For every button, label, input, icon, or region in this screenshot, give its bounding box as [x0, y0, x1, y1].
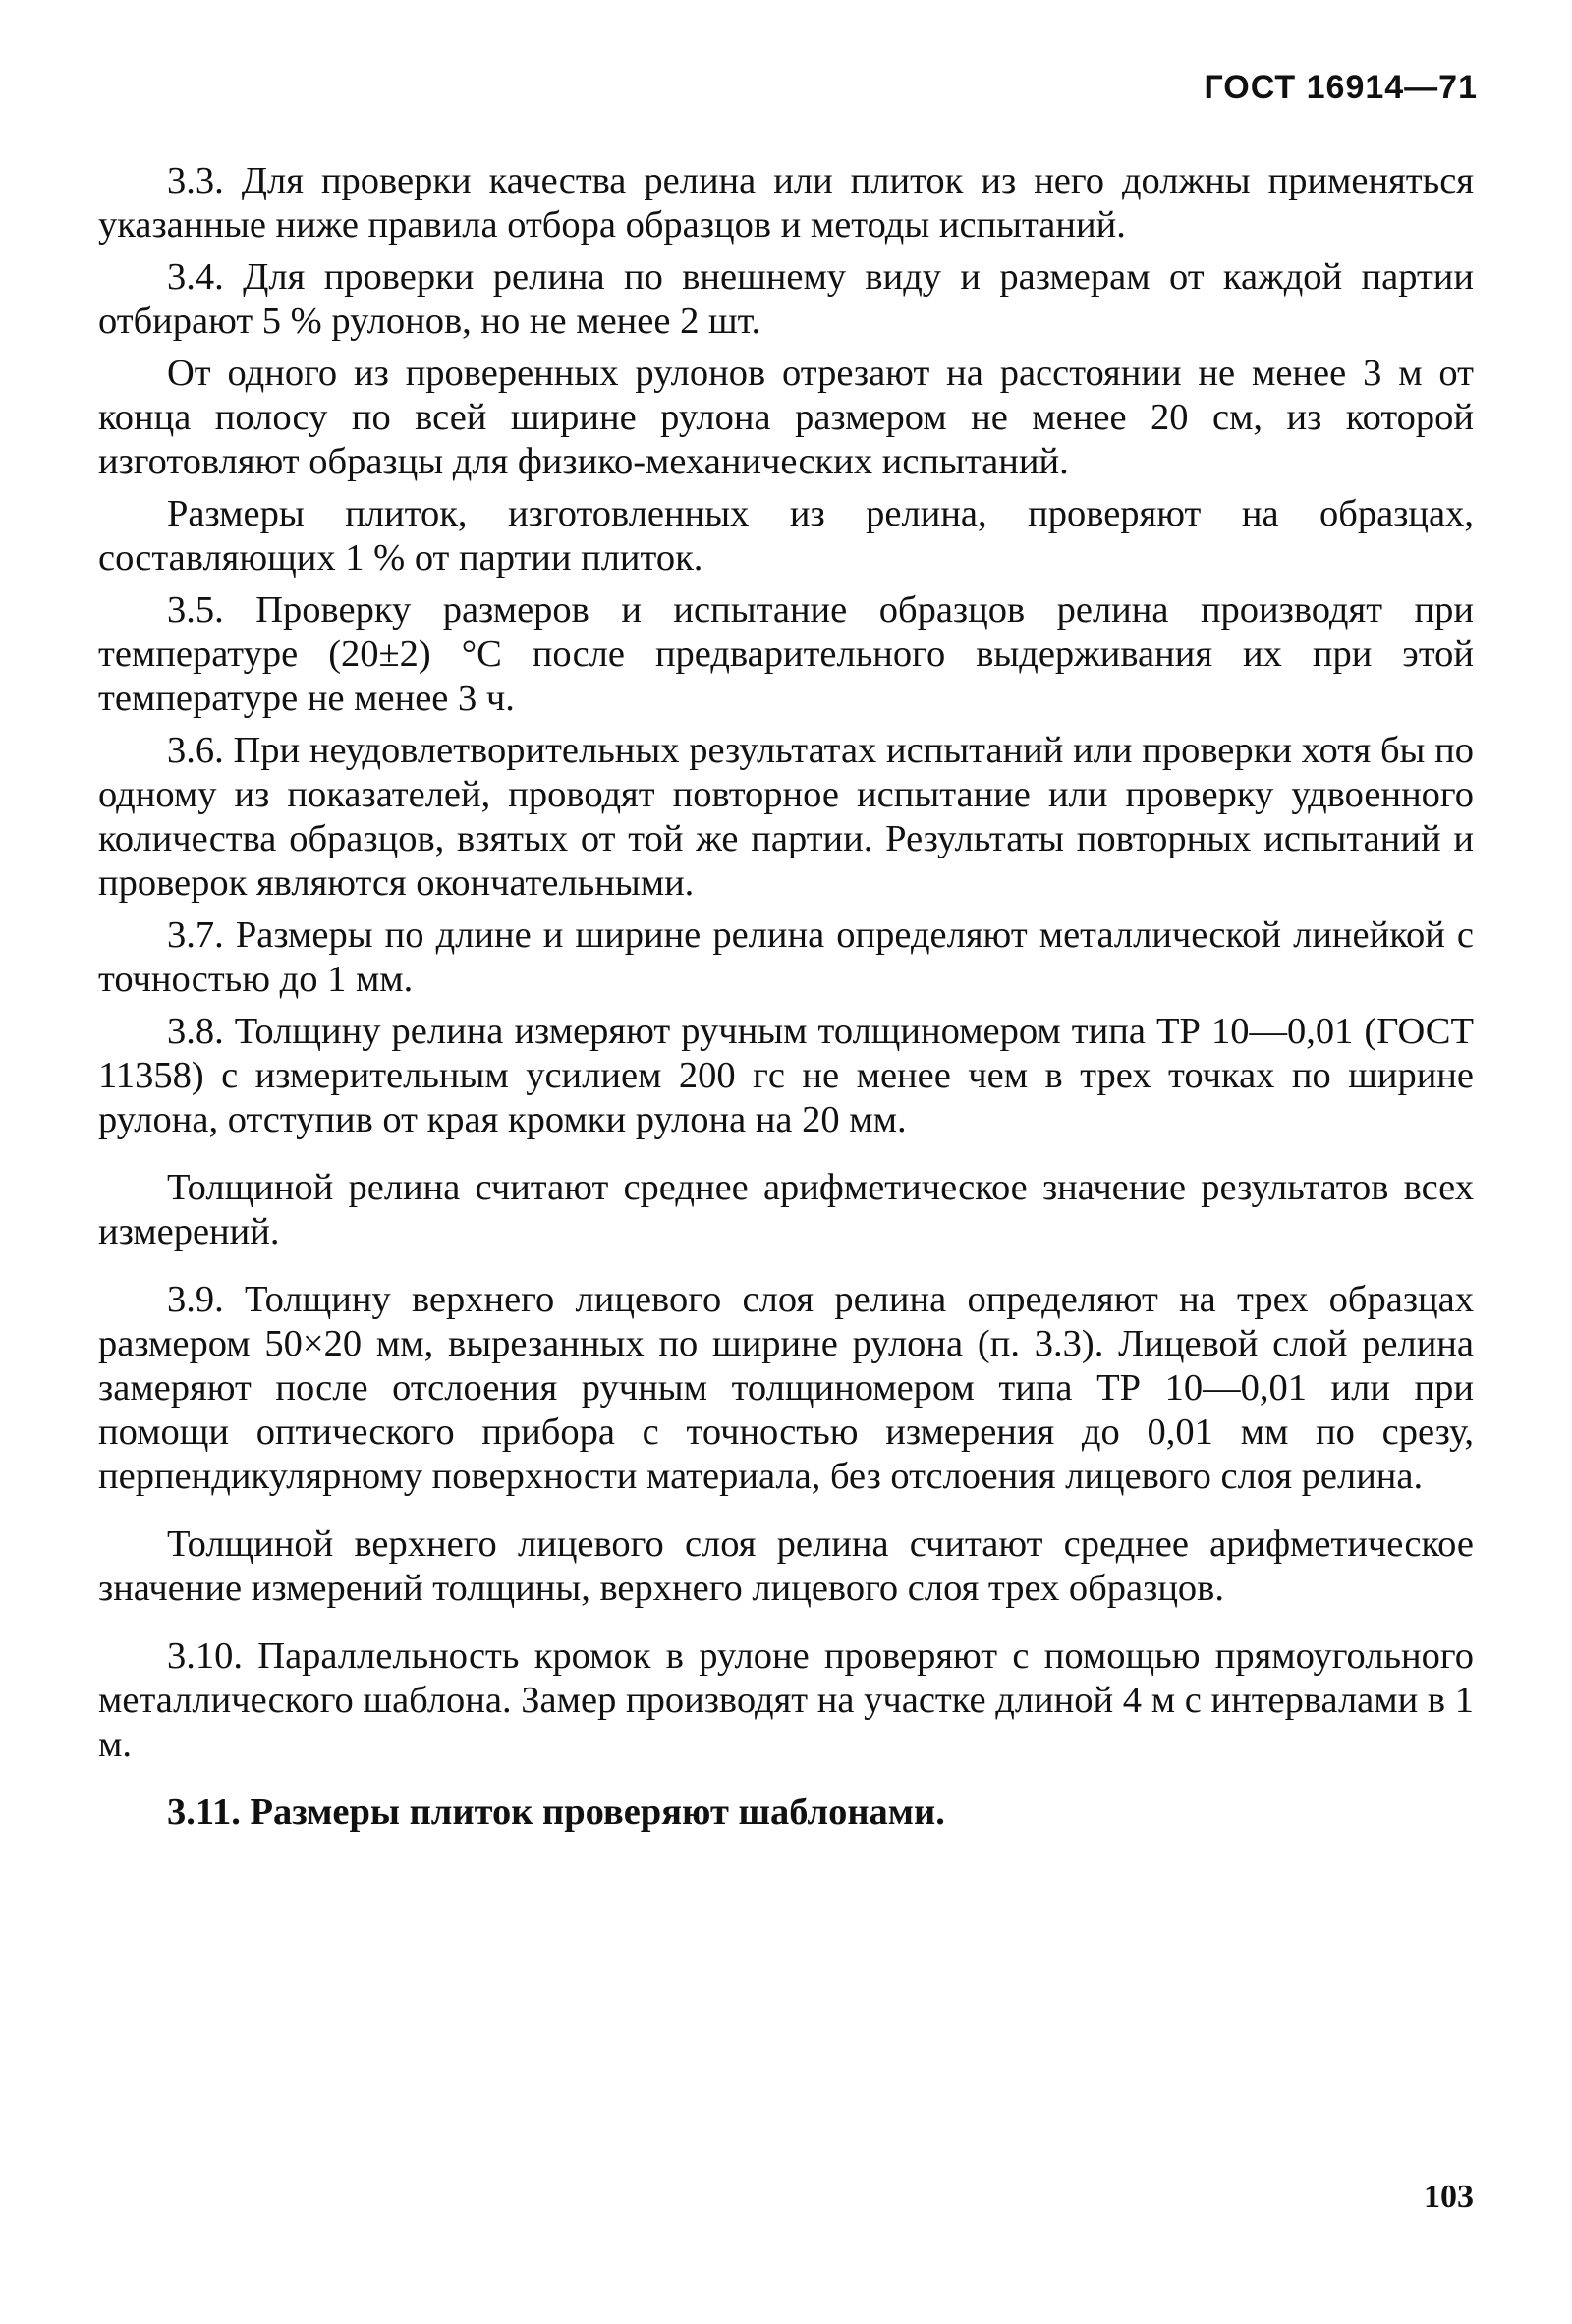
paragraph-3-6: 3.6. При неудовлетворительных результатах испытаний или проверки хотя бы по одному из показателей, проводят повторное испытание или проверку удвоенного количества образцов, взятых от той же партии. Результаты повторных испытаний и проверок являются окончательными. — [98, 730, 1474, 904]
paragraph-face-layer-mean: Толщиной верхнего лицевого слоя релина считают среднее арифметическое значение измерений толщины, верхнего лицевого слоя трех образцов. — [98, 1523, 1474, 1609]
paragraph-thickness-mean: Толщиной релина считают среднее арифметическое значение результатов всех измерений. — [98, 1167, 1474, 1252]
paragraph-3-11: 3.11. Размеры плиток проверяют шаблонами. — [167, 1792, 945, 1833]
running-header: ГОСТ 16914—71 — [1204, 69, 1478, 106]
paragraph-3-8: 3.8. Толщину релина измеряют ручным толщиномером типа ТР 10—0,01 (ГОСТ 11358) с измерительным усилием 200 гс не менее чем в трех точках по ширине рулона, отступив от края кромки рулона на 20 мм. — [98, 1011, 1474, 1140]
paragraph-3-10: 3.10. Параллельность кромок в рулоне проверяют с помощью прямоугольного металлического шаблона. Замер производят на участке длиной 4 м с интервалами в 1 м. — [98, 1635, 1474, 1765]
paragraph-3-5: 3.5. Проверку размеров и испытание образцов релина производят при температуре (20±2) °С после предварительного выдерживания их при этой температуре не менее 3 ч. — [98, 589, 1474, 719]
document-body — [98, 159, 1474, 1843]
page-number: 103 — [1424, 2179, 1474, 2215]
paragraph-3-9: 3.9. Толщину верхнего лицевого слоя релина определяют на трех образцах размером 50×20 мм, вырезанных по ширине рулона (п. 3.3). Лицевой слой релина замеряют после отслоения ручным толщиномером типа ТР 10—0,01 или при помощи оптического прибора с точностью измерения до 0,01 мм по срезу, перпендикулярному поверхности материала, без отслоения лицевого слоя релина. — [98, 1279, 1474, 1497]
paragraph-tile-sizes: Размеры плиток, изготовленных из релина, проверяют на образцах, составляющих 1 % от партии плиток. — [98, 493, 1474, 579]
paragraph-3-4: 3.4. Для проверки релина по внешнему виду и размерам от каждой партии отбирают 5 % рулонов, но не менее 2 шт. — [98, 256, 1474, 342]
paragraph-3-3: 3.3. Для проверки качества релина или плиток из него должны применяться указанные ниже правила отбора образцов и методы испытаний. — [98, 160, 1474, 246]
paragraph-sample-cut: От одного из проверенных рулонов отрезают на расстоянии не менее 3 м от конца полосу по всей ширине рулона размером не менее 20 см, из которой изготовляют образцы для физико-механических испытаний. — [98, 353, 1474, 482]
paragraph-3-7: 3.7. Размеры по длине и ширине релина определяют металлической линейкой с точностью до 1 мм. — [98, 914, 1474, 1000]
